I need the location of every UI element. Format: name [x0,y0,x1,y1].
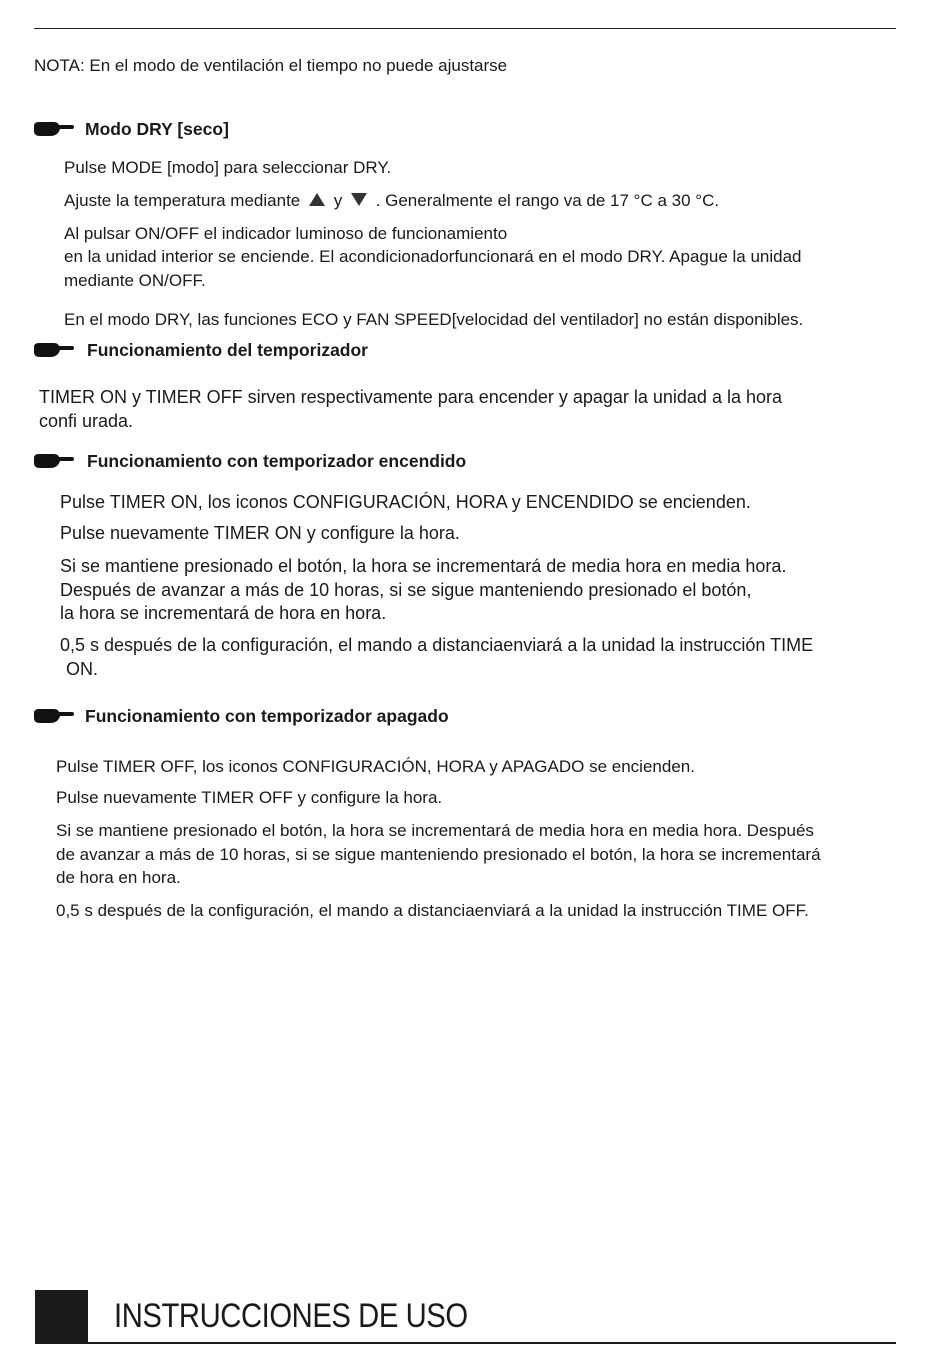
section-title: Funcionamiento del temporizador [87,339,368,360]
dry-step-2-and: y [333,191,343,210]
timer-on-step-3-line: Después de avanzar a más de 10 horas, si se sigue manteniendo presionado el botón, [60,580,752,600]
dry-step-1: Pulse MODE [modo] para seleccionar DRY. [64,158,392,177]
dry-step-2-start: Ajuste la temperatura mediante [64,191,301,210]
timer-on-step-3-line: Si se mantiene presionado el botón, la hora se incrementará de media hora en media hora. [60,556,787,576]
timer-text-line: confi urada. [39,411,134,431]
section-title: Funcionamiento con temporizador apagado [85,705,449,726]
dry-step-3-line: en la unidad interior se enciende. El acondicionadorfuncionará en el modo DRY. Apague la unidad [64,247,802,266]
timer-off-step-2: Pulse nuevamente TIMER OFF y configure la hora. [56,788,443,807]
dry-step-2 [64,189,719,213]
timer-on-step-1: Pulse TIMER ON, los iconos CONFIGURACIÓN, HORA y ENCENDIDO se encienden. [60,492,751,512]
footer-block [35,1290,88,1344]
section-heading-timer-on [32,449,466,473]
pointing-hand-icon [32,340,74,360]
triangle-down-icon [351,193,367,206]
dry-step-3-line: Al pulsar ON/OFF el indicador luminoso de funcionamiento [64,224,508,243]
timer-on-step-3-line: la hora se incrementará de hora en hora. [60,603,387,623]
footer-title: INSTRUCCIONES DE USO [114,1297,468,1335]
timer-off-step-1: Pulse TIMER OFF, los iconos CONFIGURACIÓN, HORA y APAGADO se encienden. [56,757,695,776]
timer-off-step-3-line: de hora en hora. [56,868,181,887]
timer-on-step-4-line: 0,5 s después de la configuración, el mando a distanciaenviará a la unidad la instrucción TIME [60,635,814,655]
dry-step-2-end: . Generalmente el rango va de 17 °C a 30 °C. [375,191,720,210]
timer-off-step-3-line: Si se mantiene presionado el botón, la hora se incrementará de media hora en media hora. Después [56,821,814,840]
section-title: Funcionamiento con temporizador encendido [87,450,467,471]
pointing-hand-icon [32,451,74,471]
pointing-hand-icon [32,706,74,726]
dry-step-4: En el modo DRY, las funciones ECO y FAN SPEED[velocidad del ventilador] no están disponibles. [64,310,804,329]
footer-rule [88,1342,896,1344]
timer-on-step-2: Pulse nuevamente TIMER ON y configure la hora. [60,523,460,543]
timer-text-line: TIMER ON y TIMER OFF sirven respectivamente para encender y apagar la unidad a la hora [39,387,782,407]
triangle-up-icon [309,193,325,206]
section-title: Modo DRY [seco] [85,118,229,139]
section-heading-timer [32,338,368,362]
dry-step-3-line: mediante ON/OFF. [64,271,206,290]
timer-off-step-4: 0,5 s después de la configuración, el mando a distanciaenviará a la unidad la instrucción TIME OFF. [56,901,809,920]
note-text: NOTA: En el modo de ventilación el tiempo no puede ajustarse [34,56,508,75]
pointing-hand-icon [32,119,74,139]
timer-off-step-3-line: de avanzar a más de 10 horas, si se sigue manteniendo presionado el botón, la hora se incrementará [56,845,821,864]
section-heading-timer-off [32,704,449,728]
top-rule [34,28,896,29]
timer-on-step-4-line: ON. [66,659,99,679]
section-heading-dry [32,117,229,141]
